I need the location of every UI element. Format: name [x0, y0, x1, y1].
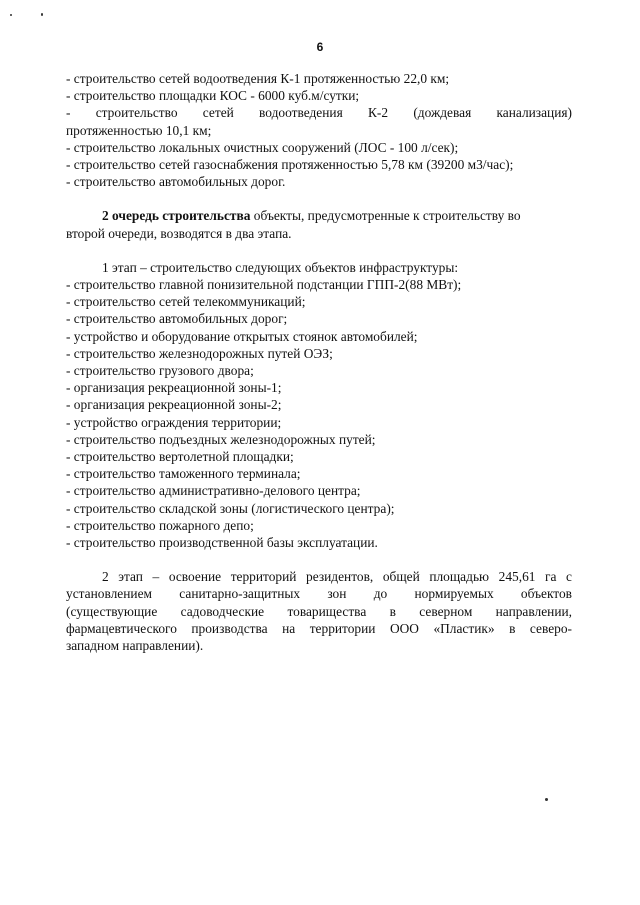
list-item: - строительство сетей водоотведения К-2 (дождевая канализация)	[66, 105, 572, 121]
stage-two-paragraph-line: (существующие садоводческие товарищества в северном направлении,	[66, 603, 572, 619]
stage-two-paragraph-line: фармацевтического производства на территории ООО «Пластик» в северо-	[66, 620, 572, 636]
list-item: - строительство автомобильных дорог.	[66, 174, 286, 190]
queue2-paragraph-line	[66, 207, 572, 224]
page-number: 6	[316, 40, 324, 54]
list-item: - строительство главной понизительной подстанции ГПП-2(88 МВт);	[66, 277, 462, 293]
queue2-paragraph-line: второй очереди, возводятся в два этапа.	[66, 225, 292, 241]
list-item: - строительство административно-делового центра;	[66, 483, 361, 499]
scan-speck	[545, 798, 548, 801]
list-item: - строительство площадки КОС - 6000 куб.м/сутки;	[66, 88, 360, 104]
list-item: - строительство подъездных железнодорожных путей;	[66, 431, 376, 447]
stage-one-intro: 1 этап – строительство следующих объектов инфраструктуры:	[102, 259, 459, 275]
list-item: - строительство производственной базы эксплуатации.	[66, 535, 378, 551]
list-item: - строительство сетей газоснабжения протяженностью 5,78 км (39200 м3/час);	[66, 157, 514, 173]
list-item-continuation: протяженностью 10,1 км;	[66, 122, 212, 138]
list-item: - строительство сетей водоотведения К-1 протяженностью 22,0 км;	[66, 71, 450, 86]
stage-two-paragraph-line: западном направлении).	[66, 638, 204, 654]
stage-two-paragraph-line: 2 этап – освоение территорий резидентов, общей площадью 245,61 га с	[102, 569, 572, 585]
queue2-heading: 2 очередь строительства	[102, 208, 251, 224]
list-item: - устройство ограждения территории;	[66, 414, 282, 430]
scan-speck	[10, 14, 12, 16]
list-item: - строительство сетей телекоммуникаций;	[66, 294, 306, 310]
list-item: - устройство и оборудование открытых стоянок автомобилей;	[66, 328, 418, 344]
list-item: - строительство пожарного депо;	[66, 517, 254, 533]
document-body	[66, 70, 572, 654]
queue2-text: объекты, предусмотренные к строительству во	[250, 208, 521, 224]
list-item: - строительство таможенного терминала;	[66, 466, 301, 482]
list-item: - строительство железнодорожных путей ОЭЗ;	[66, 345, 333, 361]
list-item: - организация рекреационной зоны-1;	[66, 380, 282, 396]
list-item: - строительство вертолетной площадки;	[66, 449, 294, 465]
list-item: - строительство грузового двора;	[66, 363, 254, 379]
list-item: - организация рекреационной зоны-2;	[66, 397, 282, 413]
list-item: - строительство автомобильных дорог;	[66, 311, 288, 327]
stage-two-paragraph-line: установлением санитарно-защитных зон до нормируемых объектов	[66, 586, 572, 602]
list-item: - строительство складской зоны (логистического центра);	[66, 500, 395, 516]
scan-speck	[41, 13, 43, 16]
list-item: - строительство локальных очистных сооружений (ЛОС - 100 л/сек);	[66, 139, 459, 155]
